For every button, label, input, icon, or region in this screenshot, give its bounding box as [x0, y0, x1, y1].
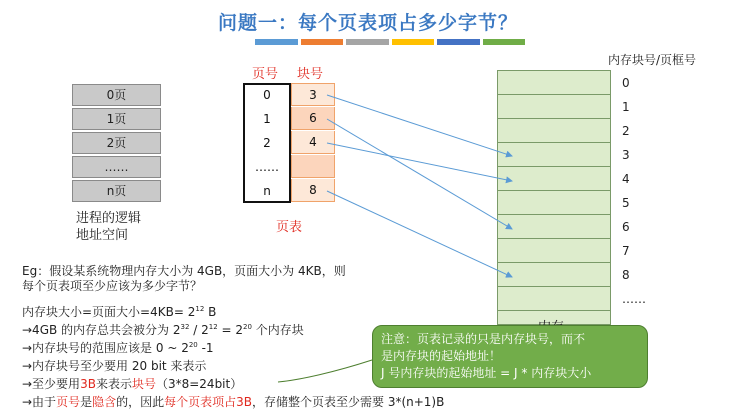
reasoning-line2-d: 个内存块 — [251, 323, 304, 337]
logical-page-2: 2页 — [72, 132, 161, 154]
note-line1: 注意：页表记录的只是内存块号，而不 — [381, 332, 586, 346]
reasoning-line3-a: →内存块号的范围应该是 0 ~ 2 — [22, 341, 189, 355]
reasoning-line5 — [22, 375, 242, 392]
pt-page-2: 2 — [263, 136, 271, 150]
memory-header: 内存块号/页框号 — [608, 53, 697, 67]
pt-frame-n: 8 — [291, 179, 335, 202]
reasoning-line1-exp: 12 — [195, 305, 205, 313]
example-line1: Eg：假设某系统物理内存大小为 4GB，页面大小为 4KB，则 — [22, 264, 346, 278]
page-number-header: 页号 — [252, 67, 279, 82]
reasoning-line5-red1: 3B — [80, 377, 96, 391]
reasoning-line1-a: 内存块大小=页面大小=4KB= 2 — [22, 305, 196, 319]
pt-page-ellipsis: …… — [255, 160, 279, 174]
reasoning-line6-red2: 隐含 — [92, 395, 117, 409]
pt-page-0: 0 — [263, 88, 271, 102]
memory-label-5: 5 — [622, 196, 630, 210]
arrow-page2-to-frame4 — [327, 143, 512, 181]
pt-page-n: n — [263, 184, 271, 198]
logical-caption-line2: 地址空间 — [76, 228, 129, 243]
reasoning-line1-b: B — [204, 305, 217, 319]
arrow-page0-to-frame3 — [327, 95, 512, 156]
logical-caption-line1: 进程的逻辑 — [76, 211, 142, 226]
logical-page-n: n页 — [72, 180, 161, 202]
reasoning-line6-red3: 每个页表项占3B — [164, 395, 252, 409]
memory-label-2: 2 — [622, 124, 630, 138]
callout-connector — [278, 360, 372, 382]
reasoning-line6-red1: 页号 — [56, 395, 81, 409]
memory-label-0: 0 — [622, 76, 630, 90]
page-table-caption: 页表 — [276, 220, 303, 235]
reasoning-line2-b: / 2 — [189, 323, 209, 337]
reasoning-line6-a: →由于 — [22, 395, 57, 409]
reasoning-line5-red2: 块号 — [131, 377, 156, 391]
note-line2: 是内存块的起始地址！ — [381, 349, 502, 363]
logical-page-1: 1页 — [72, 108, 161, 130]
reasoning-line2-a: →4GB 的内存总共会被分为 2 — [22, 323, 181, 337]
reasoning-line5-b: 来表示 — [95, 377, 132, 391]
note-callout — [372, 325, 648, 388]
reasoning-line3-exp: 20 — [188, 341, 198, 349]
reasoning-line1 — [22, 303, 216, 320]
reasoning-line2-c: = 2 — [217, 323, 243, 337]
reasoning-line6-b: 是 — [80, 395, 93, 409]
pt-frame-0: 3 — [291, 83, 335, 106]
example-line2: 每个页表项至少应该为多少字节？ — [22, 279, 203, 293]
memory-label-7: 7 — [622, 244, 630, 258]
memory-label-1: 1 — [622, 100, 630, 114]
reasoning-line6-d: ，存储整个页表至少需要 3*(n+1)B — [252, 395, 445, 409]
reasoning-line6-c: 的，因此 — [116, 395, 165, 409]
reasoning-line6 — [22, 393, 444, 410]
reasoning-line3-b: -1 — [197, 341, 214, 355]
memory-label-4: 4 — [622, 172, 630, 186]
pt-frame-1: 6 — [291, 107, 335, 130]
reasoning-line2-exp3: 20 — [242, 323, 252, 331]
memory-label-3: 3 — [622, 148, 630, 162]
reasoning-line2 — [22, 321, 304, 338]
page-title: 问题一：每个页表项占多少字节？ — [217, 12, 518, 34]
note-line3: J 号内存块的起始地址 = J * 内存块大小 — [381, 366, 592, 380]
reasoning-line4: →内存块号至少要用 20 bit 来表示 — [22, 359, 207, 373]
pt-frame-2: 4 — [291, 131, 335, 154]
memory-label-8: 8 — [622, 268, 630, 282]
logical-page-0: 0页 — [72, 84, 161, 106]
memory-label-more: …… — [622, 292, 646, 306]
frame-number-header: 块号 — [297, 67, 324, 82]
reasoning-line3 — [22, 339, 214, 356]
logical-page-ellipsis: …… — [72, 156, 161, 178]
memory-label-6: 6 — [622, 220, 630, 234]
reasoning-line5-a: →至少要用 — [22, 377, 81, 391]
reasoning-line2-exp2: 12 — [208, 323, 218, 331]
arrow-page1-to-frame6 — [327, 119, 512, 229]
reasoning-line5-c: （3*8=24bit） — [155, 377, 243, 391]
reasoning-line2-exp1: 32 — [180, 323, 190, 331]
pt-page-1: 1 — [263, 112, 271, 126]
arrow-pagen-to-frame8 — [327, 191, 512, 277]
